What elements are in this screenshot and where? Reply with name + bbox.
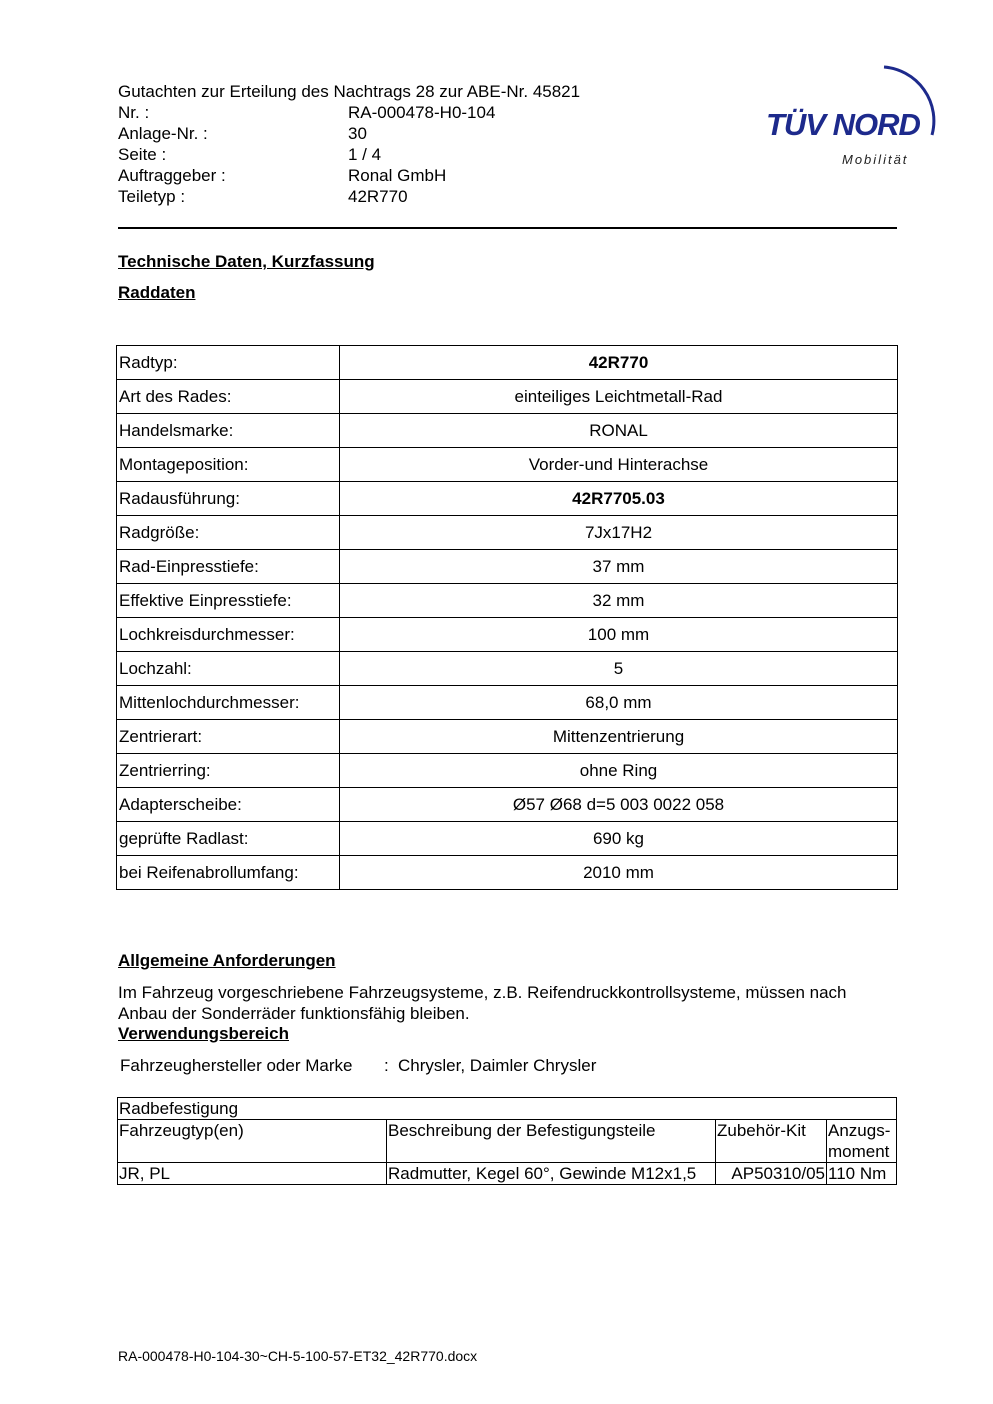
column-header-vehicle-type: Fahrzeugtyp(en)	[118, 1120, 387, 1163]
table-label: bei Reifenabrollumfang:	[117, 856, 340, 890]
table-value: 690 kg	[340, 822, 898, 856]
table-label: Adapterscheibe:	[117, 788, 340, 822]
table-label: Radausführung:	[117, 482, 340, 516]
table-label: Lochzahl:	[117, 652, 340, 686]
table-label: Zentrierring:	[117, 754, 340, 788]
table-row	[117, 448, 898, 482]
header-row-seite	[118, 144, 580, 165]
wheel-heading: Raddaten	[118, 283, 196, 302]
table-row	[118, 1163, 897, 1185]
mounting-table-title: Radbefestigung	[118, 1098, 897, 1120]
table-row	[117, 822, 898, 856]
table-value: 5	[340, 652, 898, 686]
requirements-heading: Allgemeine Anforderungen	[118, 951, 336, 970]
table-value: RONAL	[340, 414, 898, 448]
table-label: Radtyp:	[117, 346, 340, 380]
table-header-row	[118, 1120, 897, 1163]
header-value: 42R770	[348, 187, 408, 206]
table-row	[117, 346, 898, 380]
table-label: Radgröße:	[117, 516, 340, 550]
table-value: 42R770	[340, 346, 898, 380]
header-row-teiletyp	[118, 186, 580, 207]
table-row	[117, 550, 898, 584]
table-row	[117, 652, 898, 686]
table-value: ohne Ring	[340, 754, 898, 788]
table-value: Vorder-und Hinterachse	[340, 448, 898, 482]
table-label: Mittenlochdurchmesser:	[117, 686, 340, 720]
footer-filename: RA-000478-H0-104-30~CH-5-100-57-ET32_42R770.docx	[118, 1348, 478, 1364]
document-header	[118, 81, 580, 207]
cell-torque: 110 Nm	[827, 1163, 897, 1185]
table-row	[117, 516, 898, 550]
table-row	[117, 754, 898, 788]
table-label: Rad-Einpresstiefe:	[117, 550, 340, 584]
header-value: 1 / 4	[348, 145, 382, 164]
table-value: 37 mm	[340, 550, 898, 584]
table-label: Zentrierart:	[117, 720, 340, 754]
mounting-table	[117, 1097, 897, 1185]
table-row	[117, 380, 898, 414]
table-label: Lochkreisdurchmesser:	[117, 618, 340, 652]
table-row	[117, 720, 898, 754]
maker-label: Fahrzeughersteller oder Marke	[120, 1056, 353, 1075]
vehicle-maker-row	[120, 1056, 596, 1076]
header-value: RA-000478-H0-104	[348, 103, 496, 122]
cell-description: Radmutter, Kegel 60°, Gewinde M12x1,5	[387, 1163, 716, 1185]
table-title-row	[118, 1098, 897, 1120]
table-row	[117, 414, 898, 448]
table-value: 7Jx17H2	[340, 516, 898, 550]
header-row-auftraggeber	[118, 165, 580, 186]
cell-kit: AP50310/05	[716, 1163, 827, 1185]
table-row	[117, 584, 898, 618]
header-label: Teiletyp :	[118, 187, 186, 206]
section-title: Technische Daten, Kurzfassung	[118, 252, 375, 271]
wheel-data-table	[116, 345, 898, 890]
table-value: 32 mm	[340, 584, 898, 618]
table-value: 100 mm	[340, 618, 898, 652]
header-label: Auftraggeber :	[118, 166, 226, 185]
header-row-nr	[118, 102, 580, 123]
table-value: 2010 mm	[340, 856, 898, 890]
header-label: Anlage-Nr. :	[118, 124, 208, 143]
header-divider	[118, 227, 897, 229]
logo-subtitle: Mobilität	[842, 152, 909, 167]
column-header-description: Beschreibung der Befestigungsteile	[387, 1120, 716, 1163]
table-label: Effektive Einpresstiefe:	[117, 584, 340, 618]
table-label: Art des Rades:	[117, 380, 340, 414]
header-row-anlage	[118, 123, 580, 144]
table-value: einteiliges Leichtmetall-Rad	[340, 380, 898, 414]
header-label: Nr. :	[118, 103, 150, 122]
cell-vehicle-type: JR, PL	[118, 1163, 387, 1185]
header-label: Seite :	[118, 145, 167, 164]
header-value: Ronal GmbH	[348, 166, 447, 185]
table-value: Ø57 Ø68 d=5 003 0022 058	[340, 788, 898, 822]
document-title: Gutachten zur Erteilung des Nachtrags 28 zur ABE-Nr. 45821	[118, 82, 581, 101]
column-header-torque: Anzugs-moment	[827, 1120, 897, 1163]
table-value: 68,0 mm	[340, 686, 898, 720]
table-value: 42R7705.03	[340, 482, 898, 516]
table-row	[117, 856, 898, 890]
maker-separator: :	[384, 1056, 389, 1075]
tuv-nord-logo	[762, 55, 942, 175]
requirements-text: Im Fahrzeug vorgeschriebene Fahrzeugsysteme, z.B. Reifendruckkontrollsysteme, müssen nach Anbau der Sonderräder funktionsfähig bleiben.	[118, 983, 847, 1023]
table-row	[117, 788, 898, 822]
table-label: Handelsmarke:	[117, 414, 340, 448]
usage-heading: Verwendungsbereich	[118, 1024, 289, 1043]
table-row	[117, 618, 898, 652]
header-value: 30	[348, 124, 367, 143]
table-label: Montageposition:	[117, 448, 340, 482]
table-row	[117, 482, 898, 516]
table-value: Mittenzentrierung	[340, 720, 898, 754]
logo-name: TÜV NORD	[766, 107, 920, 142]
maker-value: Chrysler, Daimler Chrysler	[398, 1056, 597, 1075]
table-label: geprüfte Radlast:	[117, 822, 340, 856]
column-header-kit: Zubehör-Kit	[716, 1120, 827, 1163]
table-row	[117, 686, 898, 720]
